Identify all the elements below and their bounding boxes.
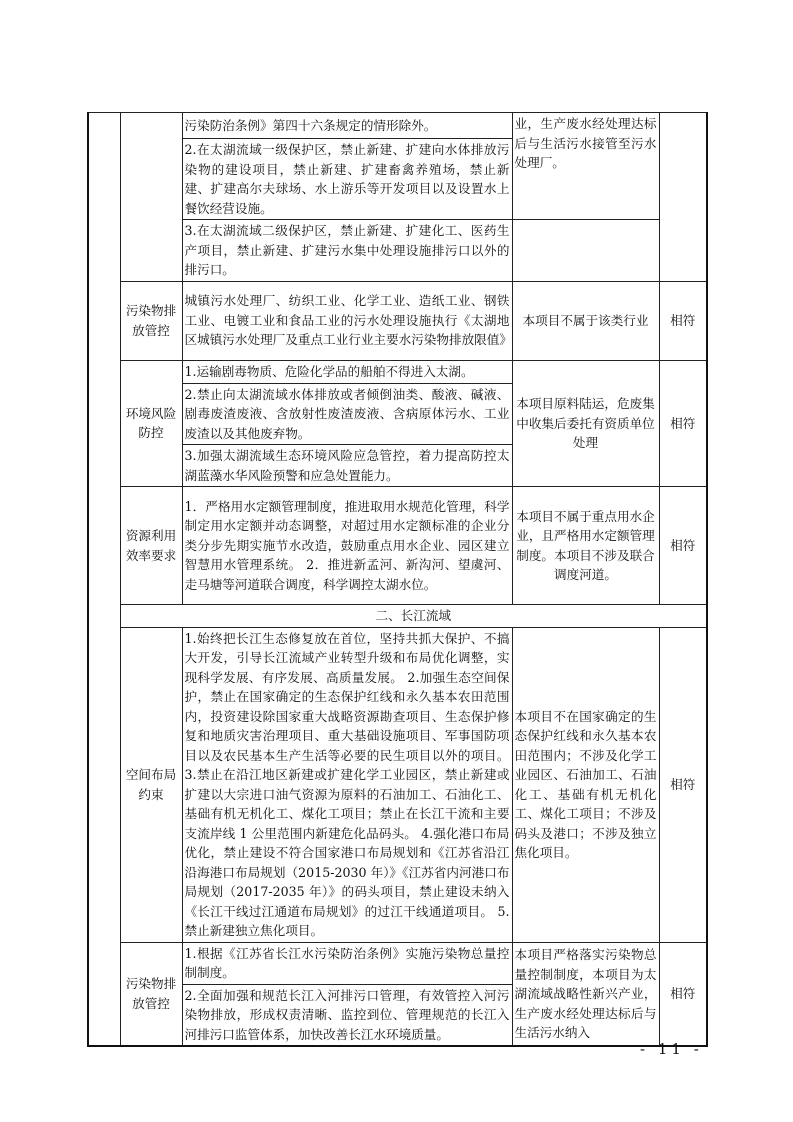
requirement-cell: 3.加强太湖流域生态环境风险应急管控，着力提高防控太湖蓝藻水华风险预警和应急处置能力。 (182, 445, 512, 487)
regulation-compliance-table (87, 112, 708, 1047)
assessment-cell: 本项目不属于该类行业 (512, 281, 659, 360)
requirement-cell: 2.禁止向太湖流域水体排放或者倾倒油类、酸液、碱液、剧毒废渣废液、含放射性废渣废液、含病原体污水、工业废渣以及其他废弃物。 (182, 383, 512, 445)
assessment-cell: 本项目严格落实污染物总量控制制度，本项目为太湖流域战略性新兴产业，生产废水经处理达标后与生活污水纳入 (512, 942, 659, 1046)
conclusion-cell: 相符 (659, 942, 707, 1046)
table-row (88, 627, 707, 942)
table-row (88, 360, 707, 383)
table-row (88, 487, 707, 605)
requirement-cell: 2.在太湖流域一级保护区，禁止新建、扩建向水体排放污染物的建设项目，禁止新建、扩建畜禽养殖场，禁止新建、扩建高尔夫球场、水上游乐等开发项目以及设置水上餐饮经营设施。 (182, 139, 512, 220)
category-cell: 污染物排放管控 (120, 281, 182, 360)
assessment-cell: 业，生产废水经处理达标后与生活污水接管至污水处理厂。 (512, 113, 659, 220)
requirement-cell: 1.运输剧毒物质、危险化学品的船舶不得进入太湖。 (182, 360, 512, 383)
category-cell: 资源利用效率要求 (120, 487, 182, 605)
requirement-cell: 1．严格用水定额管理制度，推进取用水规范化管理，科学制定用水定额并动态调整，对超过用水定额标准的企业分类分步先期实施节水改造，鼓励重点用水企业、园区建立智慧用水管理系统。 2．推进新孟河、新沟河、望虞河、走马塘等河道联合调度，科学调控太湖水位。 (182, 487, 512, 605)
category-cell: 环境风险防控 (120, 360, 182, 487)
assessment-cell (512, 220, 659, 282)
conclusion-cell: 相符 (659, 487, 707, 605)
assessment-cell: 本项目原料陆运，危废集中收集后委托有资质单位处理 (512, 360, 659, 487)
assessment-cell: 本项目不在国家确定的生态保护红线和永久基本农田范围内；不涉及化学工业园区、石油加工、石油化工、基础有机无机化工、煤化工项目；不涉及码头及港口；不涉及独立焦化项目。 (512, 627, 659, 942)
type-column-cell (88, 113, 120, 1047)
requirement-cell: 2.全面加强和规范长江入河排污口管理，有效管控入河污染物排放，形成权责清晰、监控到位、管理规范的长江入河排污口监管体系，加快改善长江水环境质量。 (182, 984, 512, 1046)
category-cell (120, 113, 182, 282)
requirement-cell: 1.始终把长江生态修复放在首位，坚持共抓大保护、不搞大开发，引导长江流域产业转型升级和布局优化调整，实现科学发展、有序发展、高质量发展。 2.加强生态空间保护，禁止在国家确定的生态保护红线和永久基本农田范围内，投资建设除国家重大战略资源勘查项目、生态保护修复和地质灾害治理项目、重大基础设施项目、军事国防项目以及农民基本生产生活等必要的民生项目以外的项目。 3.禁止在沿江地区新建或扩建化学工业园区，禁止新建或扩建以大宗进口油气资源为原料的石油加工、石油化工、基础有机无机化工、煤化工项目；禁止在长江干流和主要支流岸线 1 公里范围内新建危化品码头。 4.强化港口布局优化，禁止建设不符合国家港口布局规划和《江苏省沿江沿海港口布局规划（2015-2030 年）》《江苏省内河港口布局规划（2017-2035 年）》的码头项目，禁止建设未纳入《长江干线过江通道布局规划》的过江干线通道项目。 5.禁止新建独立焦化项目。 (182, 627, 512, 942)
assessment-cell: 本项目不属于重点用水企业，且严格用水定额管理制度。本项目不涉及联合调度河道。 (512, 487, 659, 605)
conclusion-cell: 相符 (659, 627, 707, 942)
category-cell: 空间布局约束 (120, 627, 182, 942)
table-row (88, 281, 707, 360)
table-row (88, 942, 707, 984)
table-row (88, 113, 707, 139)
table-row (88, 605, 707, 628)
requirement-cell: 污染防治条例》第四十六条规定的情形除外。 (182, 113, 512, 139)
requirement-cell: 1.根据《江苏省长江水污染防治条例》实施污染物总量控制制度。 (182, 942, 512, 984)
requirement-cell: 城镇污水处理厂、纺织工业、化学工业、造纸工业、钢铁工业、电镀工业和食品工业的污水处理设施执行《太湖地区城镇污水处理厂及重点工业行业主要水污染物排放限值》 (182, 281, 512, 360)
conclusion-cell: 相符 (659, 281, 707, 360)
section-heading: 二、长江流域 (120, 605, 707, 628)
conclusion-cell: 相符 (659, 360, 707, 487)
page-number: - 11 - (640, 1040, 703, 1058)
requirement-cell: 3.在太湖流域二级保护区，禁止新建、扩建化工、医药生产项目，禁止新建、扩建污水集中处理设施排污口以外的排污口。 (182, 220, 512, 282)
conclusion-cell (659, 113, 707, 282)
category-cell: 污染物排放管控 (120, 942, 182, 1046)
